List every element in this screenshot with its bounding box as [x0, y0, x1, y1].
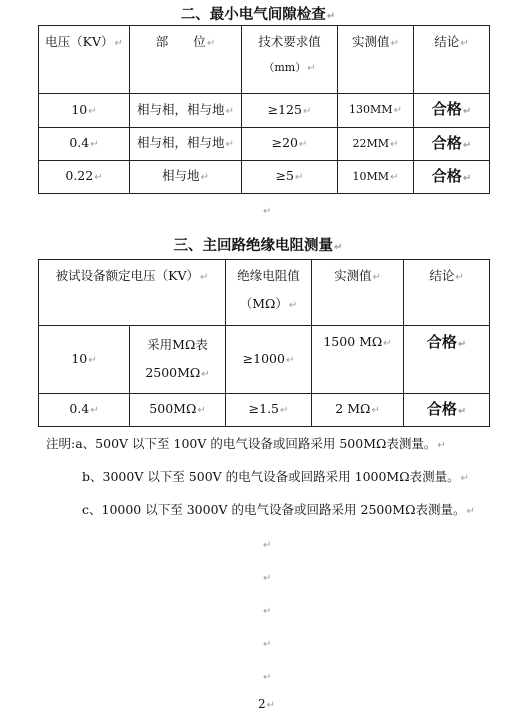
header-insulation: 绝缘电阻值 （MΩ）↵: [226, 260, 312, 326]
header-result: 结论↵: [404, 260, 490, 326]
empty-paragraph: ↵: [263, 573, 272, 584]
row-voltage: 0.4↵: [39, 394, 130, 427]
note-b: b、3000V 以下至 500V 的电气设备或回路采用 1000MΩ表测量。↵: [82, 469, 469, 484]
row-meter: 采用MΩ表 2500MΩ↵: [130, 326, 226, 394]
row-result: 合格↵: [414, 161, 490, 194]
empty-paragraph: ↵: [263, 206, 272, 217]
row-position: 相与相，相与地↵: [130, 128, 242, 161]
table-row: [39, 128, 490, 161]
empty-paragraph: ↵: [263, 606, 272, 617]
table-row: [39, 394, 490, 427]
note-a: 注明:a、500V 以下至 100V 的电气设备或回路采用 500MΩ表测量。↵: [46, 436, 446, 451]
table-row: [39, 326, 490, 394]
row-voltage: 10↵: [39, 326, 130, 394]
row-position: 相与相，相与地↵: [130, 94, 242, 128]
row-position: 相与地↵: [130, 161, 242, 194]
row-required: ≥5↵: [242, 161, 338, 194]
row-measured: 2 MΩ↵: [312, 394, 404, 427]
header-position: 部 位↵: [130, 26, 242, 94]
row-result: 合格↵: [414, 128, 490, 161]
empty-paragraph: ↵: [263, 672, 272, 683]
row-result: 合格↵: [414, 94, 490, 128]
row-result: 合格↵: [404, 326, 490, 394]
clearance-header-row: [39, 26, 490, 94]
table-row: [39, 94, 490, 128]
row-measured: 1500 MΩ↵: [312, 326, 404, 394]
row-required: ≥20↵: [242, 128, 338, 161]
row-meter: 500MΩ↵: [130, 394, 226, 427]
section2-title: 三、主回路绝缘电阻测量↵: [173, 237, 343, 254]
insulation-header-row: [39, 260, 490, 326]
page-number: 2↵: [258, 697, 276, 711]
header-rated-voltage: 被试设备额定电压（KV）↵: [39, 260, 226, 326]
header-measured: 实测值↵: [338, 26, 414, 94]
row-measured: 10MM↵: [338, 161, 414, 194]
row-required: ≥1000↵: [226, 326, 312, 394]
clearance-table: [38, 25, 490, 194]
row-result: 合格↵: [404, 394, 490, 427]
section1-title: 二、最小电气间隙检查↵: [180, 6, 336, 23]
empty-paragraph: ↵: [263, 540, 272, 551]
row-voltage: 10↵: [39, 94, 130, 128]
row-measured: 130MM↵: [338, 94, 414, 128]
header-voltage: 电压（KV）↵: [39, 26, 130, 94]
row-measured: 22MM↵: [338, 128, 414, 161]
row-required: ≥1.5↵: [226, 394, 312, 427]
header-required: 技术要求值 （mm）↵: [242, 26, 338, 94]
header-measured: 实测值↵: [312, 260, 404, 326]
table-row: [39, 161, 490, 194]
insulation-table: [38, 259, 490, 427]
row-voltage: 0.22↵: [39, 161, 130, 194]
empty-paragraph: ↵: [263, 639, 272, 650]
header-result: 结论↵: [414, 26, 490, 94]
row-voltage: 0.4↵: [39, 128, 130, 161]
row-required: ≥125↵: [242, 94, 338, 128]
note-c: c、10000 以下至 3000V 的电气设备或回路采用 2500MΩ表测量。↵: [82, 502, 475, 517]
